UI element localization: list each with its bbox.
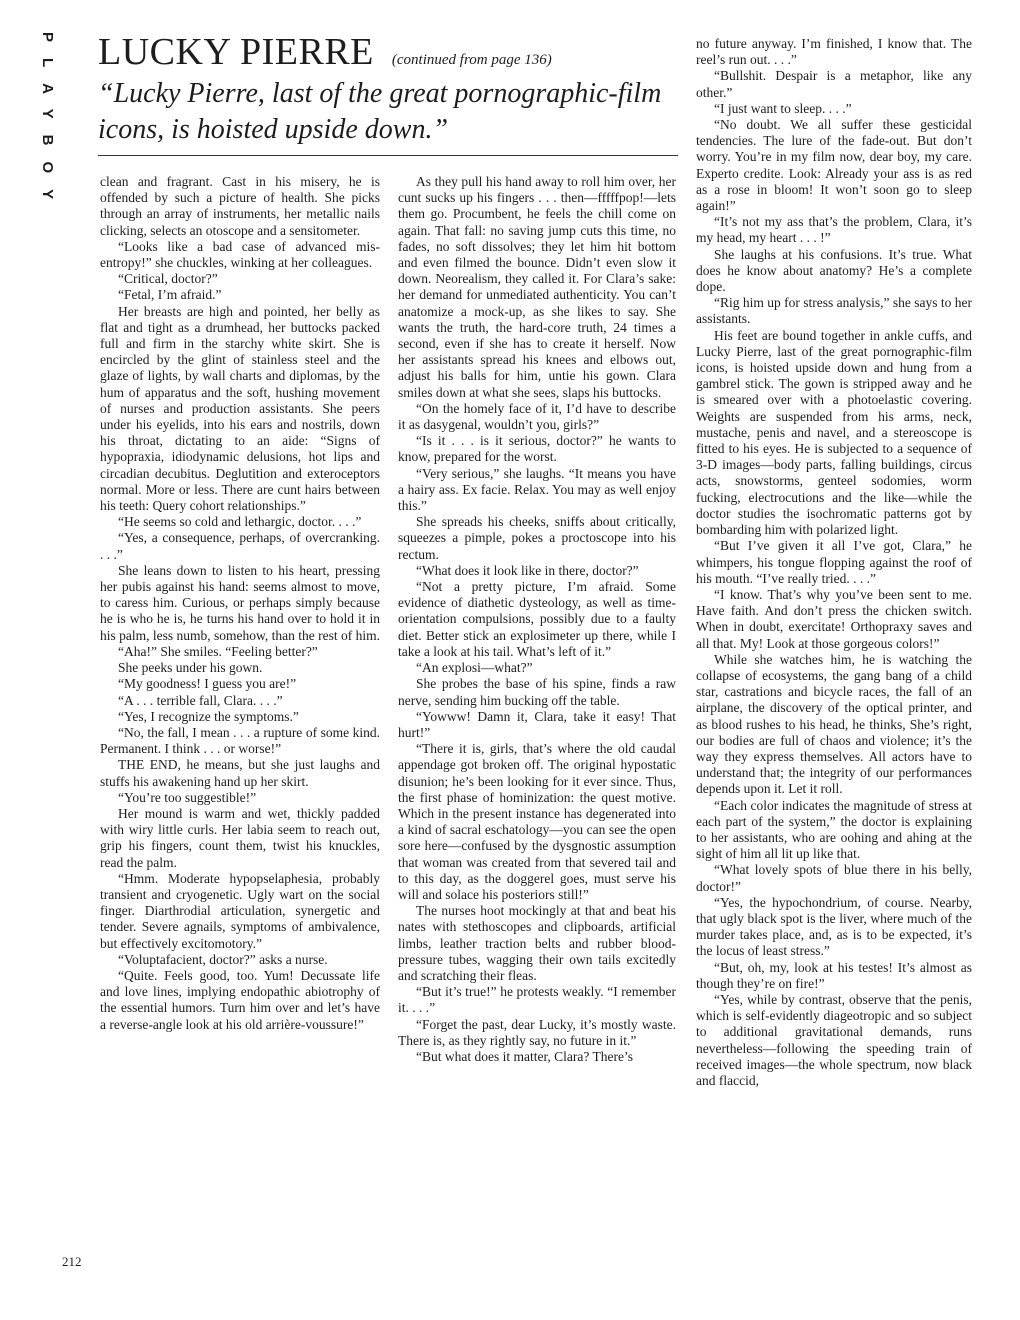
pull-quote: “Lucky Pierre, last of the great pornographic-film icons, is hoisted upside down.” bbox=[98, 78, 662, 145]
article-title: LUCKY PIERRE bbox=[98, 31, 374, 73]
paragraph: She leans down to listen to his heart, pressing her pubis against his hand: seems almost to move, to caress him. Curious, or perhaps simply because he is who he is, he turns his hand over to hold it in his palm, less numb, somehow, than the rest of him. bbox=[100, 562, 380, 643]
paragraph: “You’re too suggestible!” bbox=[118, 789, 257, 805]
paragraph: “It’s not my ass that’s the problem, Clara, it’s my head, my heart . . . !” bbox=[696, 214, 972, 246]
paragraph: “He seems so cold and lethargic, doctor. . . .” bbox=[118, 514, 362, 530]
paragraph: “What lovely spots of blue there in his belly, doctor!” bbox=[696, 862, 972, 894]
paragraph: “Yowww! Damn it, Clara, take it easy! That hurt!” bbox=[398, 708, 676, 740]
paragraph: “A . . . terrible fall, Clara. . . .” bbox=[118, 692, 283, 708]
text-column-2 bbox=[398, 174, 676, 1065]
paragraph: “Yes, the hypochondrium, of course. Nearby, that ugly black spot is the liver, where much of the murder takes place, and, as is to be expected, it’s the locus of least stress.” bbox=[696, 894, 972, 959]
paragraph: While she watches him, he is watching the collapse of ecosystems, the gang bang of a child star, castrations and bicycle races, the fall of an airplane, the discovery of the optical printer, and as blood rushes to his head, he thinks, She’s right, our bodies are full of chaos and violence; it’s the way they express themselves. All actors have to understand that; the integrity of our performances depends upon it. Let it roll. bbox=[696, 651, 972, 797]
pull-quote-rule bbox=[98, 155, 678, 156]
paragraph: “Not a pretty picture, I’m afraid. Some evidence of diathetic dysteology, as well as time-orientation compulsions, possibly due to a faulty diet. Better stick an explosimeter up there, while I take a look at his tail. What’s left of it.” bbox=[398, 579, 676, 659]
paragraph: “Hmm. Moderate hypopselaphesia, probably transient and cryogenetic. Ugly wart on the social finger. Diarthrodial articulation, synergetic and tender. Severe agnails, symptoms of ambivalence, but effectively excitomotory.” bbox=[100, 870, 380, 951]
paragraph: “Is it . . . is it serious, doctor?” he wants to know, prepared for the worst. bbox=[398, 433, 676, 465]
masthead bbox=[22, 32, 62, 216]
paragraph: “But it’s true!” he protests weakly. “I remember it. . . .” bbox=[398, 984, 676, 1016]
paragraph: She peeks under his gown. bbox=[118, 660, 263, 676]
paragraph: no future anyway. I’m finished, I know that. The reel’s run out. . . .” bbox=[696, 36, 972, 68]
paragraph: She laughs at his confusions. It’s true. What does he know about anatomy? He’s a complete dope. bbox=[696, 246, 972, 295]
paragraph: As they pull his hand away to roll him over, her cunt sucks up his fingers . . . then—fffffpop!—lets them go. Procumbent, he feels the chill come on again. That fall: no saving jump cuts this time, no fades, no soft dissolves; they let him hit bottom and even filmed the bounce. Didn’t even slow it down. Neorealism, they called it. For Clara’s sake: her demand for unmediated authenticity. You can’t anatomize a mock-up, as she likes to say. She wants the truth, the hard-core truth, 24 times a second, even if she has to create it herself. Now her assistants spread his knees and elbows out, adjust his balls for him, untie his gown. Clara smiles down at what she sees, slaps his buttocks. bbox=[398, 174, 676, 400]
paragraph: “Very serious,” she laughs. “It means you have a hairy ass. Ex facie. Relax. You may as well enjoy this.” bbox=[398, 465, 676, 514]
paragraph: “Looks like a bad case of advanced mis-entropy!” she chuckles, winking at her colleagues. bbox=[100, 238, 380, 271]
paragraph: “But I’ve given it all I’ve got, Clara,” he whimpers, his tongue flopping against the roof of his mouth. “I’ve really tried. . . .” bbox=[696, 538, 972, 586]
text-column-1 bbox=[100, 174, 380, 1033]
paragraph: “Critical, doctor?” bbox=[118, 271, 218, 287]
paragraph: clean and fragrant. Cast in his misery, he is offended by such a picture of health. She picks through an array of instruments, her metallic nails clicking, selects an otoscope and a sensitometer. bbox=[100, 174, 380, 238]
paragraph: Her breasts are high and pointed, her belly as flat and tight as a drumhead, her buttocks packed full and firm in the starchy white skirt. She is encircled by the glint of stainless steel and the glaze of lights, by wall charts and diplomas, by the hum of apparatus and the soft, hushing movement of nurses and production assistants. She peers under his eyelids, into his ears and nostrils, down his throat, dictating to an aide: “Signs of hypopraxia, idiodynamic delusions, hot lips and circadian decubitus. Deglutition and exteroceptors normal. More or less. There are cunt hairs between his teeth: Query cohort relationships.” bbox=[100, 303, 380, 514]
paragraph: “I know. That’s why you’ve been sent to me. Have faith. And don’t press the chicken switch. When in doubt, exercitate! Orthopraxy saves and all that. My! Look at those gorgeous colors!” bbox=[696, 586, 972, 651]
paragraph: “Voluptafacient, doctor?” asks a nurse. bbox=[118, 951, 328, 967]
continued-note: (continued from page 136) bbox=[391, 52, 552, 68]
paragraph: “There it is, girls, that’s where the old caudal appendage got broken off. The original hypostatic disunion; he’s been looking for it ever since. Thus, the first phase of hominization: the quest motive. Which in the present instance has degenerated into a kind of sacral eschatology—you can see the open sore here—confused by the dysgnostic assumption that woman was created from that severed tail and to this day, as the doggerel goes, must serve his will and solace his posteriors still!” bbox=[398, 741, 676, 902]
paragraph: “Yes, I recognize the symptoms.” bbox=[118, 708, 299, 724]
paragraph: “Fetal, I’m afraid.” bbox=[118, 287, 222, 303]
paragraph: “Each color indicates the magnitude of stress at each part of the system,” the doctor is explaining to her assistants, who are oohing and ahing at the sight of him all lit up like that. bbox=[696, 797, 972, 862]
paragraph: “An explosi—what?” bbox=[416, 660, 533, 676]
text-column-3 bbox=[696, 36, 972, 1089]
paragraph: THE END, he means, but she just laughs and stuffs his awakening hand up her skirt. bbox=[100, 757, 380, 789]
paragraph: “No, the fall, I mean . . . a rupture of some kind. Permanent. I think . . . or worse!” bbox=[100, 724, 380, 757]
page-number: 212 bbox=[62, 1254, 82, 1269]
paragraph: “But what does it matter, Clara? There’s bbox=[416, 1048, 634, 1064]
paragraph: The nurses hoot mockingly at that and beat his nates with stethoscopes and clipboards, artificial limbs, leather traction belts and rubber blood-pressure tubes, wagging their own tails excitedly and scratching their fleas. bbox=[398, 903, 676, 983]
paragraph: Her mound is warm and wet, thickly padded with wiry little curls. Her labia seem to reach out, grip his fingers, count them, twist his knuckles, read the palm. bbox=[100, 805, 380, 870]
paragraph: “Quite. Feels good, too. Yum! Decussate life and love lines, implying endopathic abiotrophy of the essential humors. Turn him over and let’s have a reverse-angle look at his old arrière-voussure!” bbox=[100, 967, 380, 1032]
paragraph: “On the homely face of it, I’d have to describe it as dasygenal, wouldn’t you, girls?” bbox=[398, 400, 676, 433]
masthead-text: PLAYBOY bbox=[39, 32, 56, 216]
paragraph: “Forget the past, dear Lucky, it’s mostly waste. There is, as they rightly say, no future in it.” bbox=[398, 1016, 676, 1048]
paragraph: She spreads his cheeks, sniffs about critically, squeezes a pimple, pokes a proctoscope into his rectum. bbox=[398, 514, 676, 562]
paragraph: “Yes, a consequence, perhaps, of overcranking. . . .” bbox=[100, 530, 380, 562]
paragraph: “Yes, while by contrast, observe that the penis, which is self-evidently diageotropic and so subject to additional gravitational demands, runs nevertheless—following the speeding train of received images—the whole spectrum, now black and flaccid, bbox=[696, 991, 972, 1088]
paragraph: “Aha!” She smiles. “Feeling better?” bbox=[118, 643, 318, 659]
paragraph: “Bullshit. Despair is a metaphor, like any other.” bbox=[696, 68, 972, 100]
paragraph: “No doubt. We all suffer these gesticidal tendencies. The lure of the fade-out. But don’t worry. You’re in my film now, dear boy, my care. Experto credite. Look: Already your ass is as red as a rose in bloom! It won’t soon go to sleep again!” bbox=[696, 117, 972, 214]
article-header bbox=[98, 30, 678, 74]
paragraph: “But, oh, my, look at his testes! It’s almost as though they’re on fire!” bbox=[696, 959, 972, 991]
paragraph: She probes the base of his spine, finds a raw nerve, sending him bucking off the table. bbox=[398, 676, 676, 708]
paragraph: “I just want to sleep. . . .” bbox=[714, 100, 852, 116]
paragraph: “My goodness! I guess you are!” bbox=[118, 676, 297, 692]
paragraph: “Rig him up for stress analysis,” she says to her assistants. bbox=[696, 295, 972, 327]
paragraph: His feet are bound together in ankle cuffs, and Lucky Pierre, last of the great pornographic-film icons, is hoisted upside down and hung from a gambrel stick. The gown is stripped away and he is smeared over with a photoelastic covering. Weights are suspended from his arms, neck, mustache, penis and navel, and a stereoscope is fitted to his eyes. He is subjected to a sequence of 3-D images—body parts, falling buildings, circus acts, snowstorms, genteel sodomies, worm fucking, electrocutions and the like—while the doctor studies the isochromatic patterns got by bombarding him with polarized light. bbox=[696, 327, 972, 538]
paragraph: “What does it look like in there, doctor?” bbox=[416, 562, 639, 578]
